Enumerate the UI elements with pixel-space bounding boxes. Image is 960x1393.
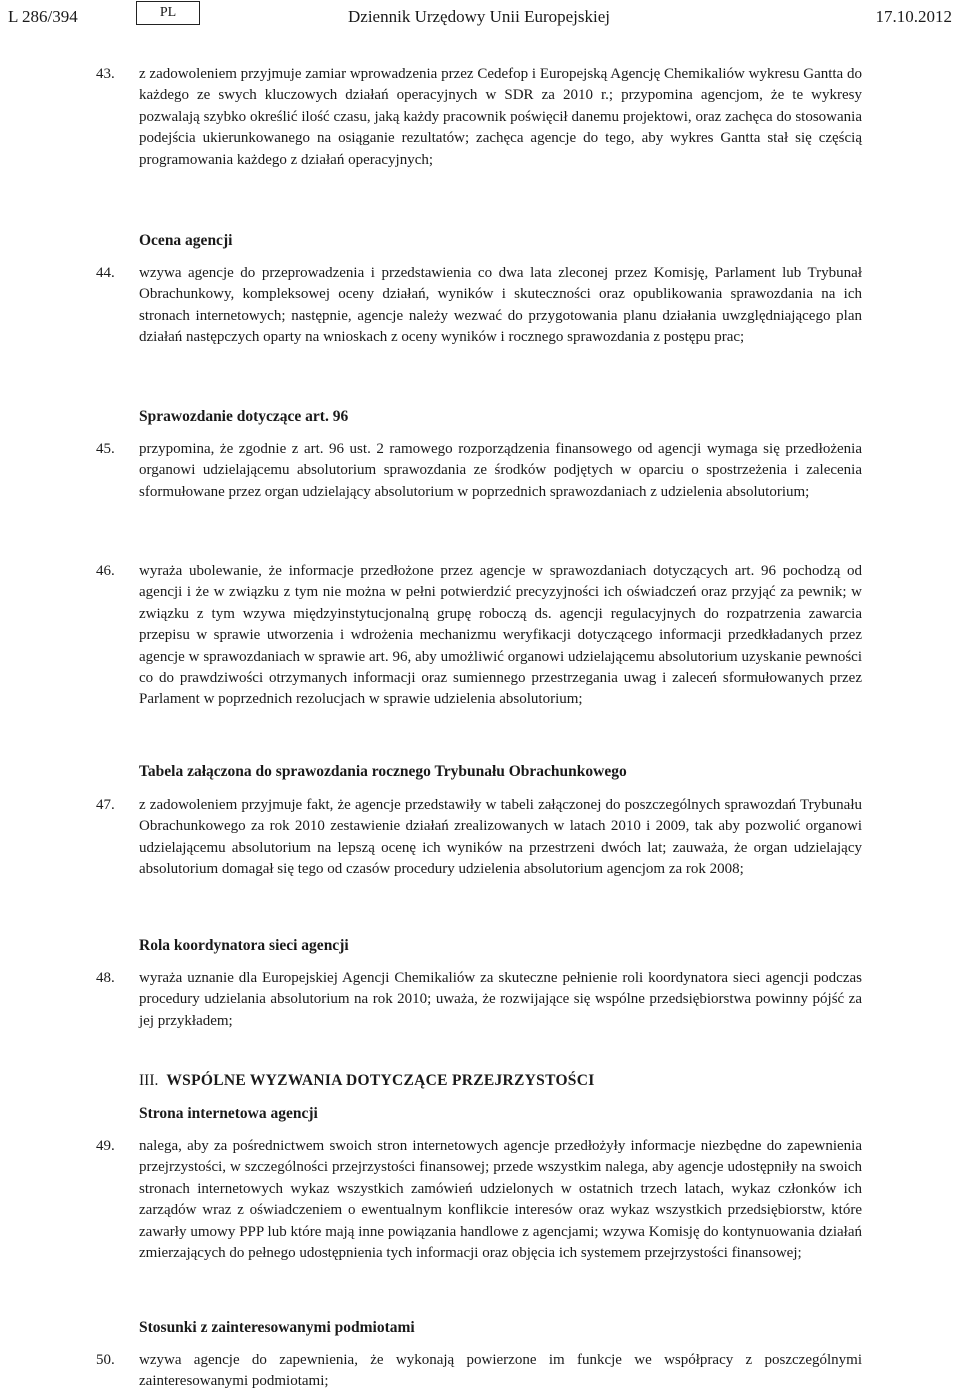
paragraph-text: wyraża ubolewanie, że informacje przedłożone przez agencje w sprawozdaniach dotyczących art. 96 pochodzą od agencji i że w związku z tym nie można w pełni potwierdzić precyzyjności ich oświadczeń oraz przyjąć za pewnik; w związku z tym wzywa międzyinstytucjonalną grupę roboczą ds. agencji regulacyjnych do rozpatrzenia zawarcia przepisu w sprawie utworzenia i wdrożenia mechanizmu weryfikacji dotyczącego informacji przedkładanych przez agencje w sprawozdaniach w sprawie art. 96, aby umożliwić organowi udzielającemu absolutorium uzyskanie pewności co do prawdziwości otrzymanych informacji oraz sumiennego przestrzegania uwag i zaleceń sformułowanych przez Parlament w poprzednich rezolucjach w sprawie udzielenia absolutorium; <box>139 563 862 708</box>
paragraph-number: 45. <box>96 441 115 457</box>
section-heading: Sprawozdanie dotyczące art. 96 <box>139 408 349 425</box>
publication-date: 17.10.2012 <box>875 7 952 26</box>
page-reference: L 286/394 <box>8 7 78 26</box>
paragraph-text: z zadowoleniem przyjmuje zamiar wprowadzenia przez Cedefop i Europejską Agencję Chemikaliów wykresu Gantta do każdego ze swych kluczowych działań operacyjnych w SDR za 2010 r.; przypomina agencjom, że te wykresy pozwalają szybko określić ilość czasu, jaką każdy pracownik poświęcił danemu projektowi, oraz zachęca do stosowania podejścia ukierunkowanego na osiąganie rezultatów; zachęca agencje do tego, aby wykres Gantta stał się częścią programowania każdego z działań operacyjnych; <box>139 66 862 168</box>
chapter-heading <box>139 1070 595 1092</box>
paragraph-number: 49. <box>96 1138 115 1154</box>
paragraph-number: 47. <box>96 797 115 813</box>
section-heading: Stosunki z zainteresowanymi podmiotami <box>139 1319 415 1336</box>
paragraph-number: 46. <box>96 563 115 579</box>
paragraph-number: 43. <box>96 66 115 82</box>
section-heading: Rola koordynatora sieci agencji <box>139 937 349 954</box>
paragraph-text: nalega, aby za pośrednictwem swoich stron internetowych agencje przedłożyły informacje niezbędne do zapewnienia przejrzystości, w szczególności przejrzystości finansowej; przede wszystkim nalega, aby agencje udostępniły na swoich stronach internetowych wykaz wszystkich zamówień udzielonych w ostatnich trzech latach, wykaz członków ich zarządów wraz z oświadczeniem o ewentualnym konflikcie interesów oraz wykaz wszystkich przedsiębiorstw, które zawarły umowy PPP lub które mają inne powiązania handlowe z agencjami; wzywa Komisję do kontynuowania działań zmierzających do pełnego udostępnienia tych informacji oraz objęcia ich systemem przejrzystości finansowej; <box>139 1138 862 1262</box>
paragraph-text: wzywa agencje do przeprowadzenia i przedstawienia co dwa lata zleconej przez Komisję, Parlament lub Trybunał Obrachunkowy, kompleksowej oceny działań, wyników i skuteczności oraz opublikowania sprawozdania na ich stronach internetowych; następnie, agencje należy wezwać do przygotowania planu działania uwzględniającego plan działań następczych oparty na wnioskach z oceny wyników i rocznego sprawozdania z postępu prac; <box>139 265 862 346</box>
paragraph-text: z zadowoleniem przyjmuje fakt, że agencje przedstawiły w tabeli załączonej do poszczególnych sprawozdań Trybunału Obrachunkowego za rok 2010 zestawienie działań zrealizowanych w latach 2010 i 2009, tak aby pozwolić organowi udzielającemu absolutorium na lepszą ocenę ich wyników na przestrzeni dwóch lat; zauważa, że organ udzielający absolutorium domagał się tego od czasów procedury udzielenia absolutorium agencjom za rok 2008; <box>139 797 862 878</box>
section-heading: Ocena agencji <box>139 232 233 249</box>
paragraph-text: wzywa agencje do zapewnienia, że wykonają powierzone im funkcje we współpracy z poszczególnymi zainteresowanymi podmiotami; <box>139 1352 862 1390</box>
paragraph-text: przypomina, że zgodnie z art. 96 ust. 2 ramowego rozporządzenia finansowego od agencji wymaga się przedłożenia organowi udzielającemu absolutorium sprawozdania ze środków podjętych w oparciu o spostrzeżenia i zalecenia sformułowane przez organ udzielający absolutorium w poprzednich sprawozdaniach z udzielenia absolutorium; <box>139 441 862 500</box>
section-heading: Tabela załączona do sprawozdania rocznego Trybunału Obrachunkowego <box>139 763 627 780</box>
chapter-number: III. <box>139 1072 159 1089</box>
journal-title: Dziennik Urzędowy Unii Europejskiej <box>348 7 611 26</box>
page-header <box>0 0 960 36</box>
paragraph-number: 50. <box>96 1352 115 1368</box>
paragraph-number: 44. <box>96 265 115 281</box>
section-heading: Strona internetowa agencji <box>139 1105 318 1122</box>
language-box: PL <box>136 1 200 25</box>
paragraph-number: 48. <box>96 970 115 986</box>
paragraph-text: wyraża uznanie dla Europejskiej Agencji Chemikaliów za skuteczne pełnienie roli koordynatora sieci agencji podczas procedury udzielania absolutorium na rok 2010; uważa, że rozwijające się wspólne przedsiębiorstwa powinny pójść za jej przykładem; <box>139 970 862 1029</box>
chapter-title: WSPÓLNE WYZWANIA DOTYCZĄCE PRZEJRZYSTOŚCI <box>166 1072 595 1089</box>
